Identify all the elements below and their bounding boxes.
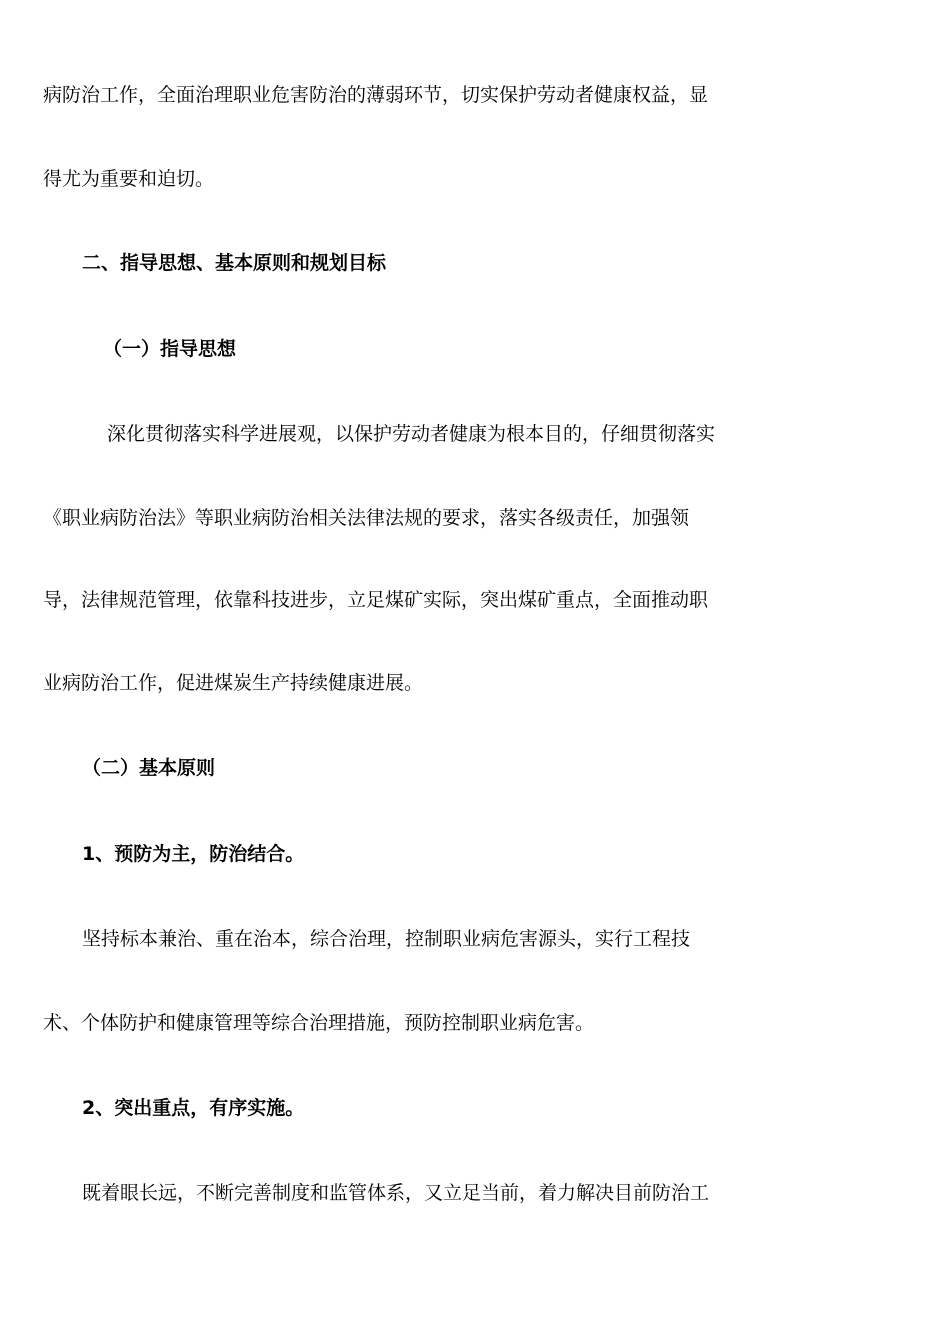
paragraph-line: 既着眼长远，不断完善制度和监管体系，又立足当前，着力解决目前防治工	[82, 1182, 710, 1204]
paragraph-line: 业病防治工作，促进煤炭生产持续健康进展。	[43, 672, 424, 694]
paragraph-line: 导，法律规范管理，依靠科技进步，立足煤矿实际，突出煤矿重点，全面推动职	[43, 589, 709, 611]
paragraph-line: 病防治工作，全面治理职业危害防治的薄弱环节，切实保护劳动者健康权益，显	[43, 84, 709, 106]
subsection-heading: （二）基本原则	[82, 757, 216, 779]
subsection-heading: （一）指导思想	[103, 338, 237, 360]
paragraph-line: 深化贯彻落实科学进展观，以保护劳动者健康为根本目的，仔细贯彻落实	[107, 423, 716, 445]
section-heading: 二、指导思想、基本原则和规划目标	[82, 252, 387, 274]
paragraph-line: 《职业病防治法》等职业病防治相关法律法规的要求，落实各级责任，加强领	[43, 507, 690, 529]
paragraph-line: 坚持标本兼治、重在治本，综合治理，控制职业病危害源头，实行工程技	[82, 928, 691, 950]
principle-heading: 1、预防为主，防治结合。	[82, 843, 305, 865]
principle-heading: 2、突出重点，有序实施。	[82, 1097, 305, 1119]
paragraph-line: 术、个体防护和健康管理等综合治理措施，预防控制职业病危害。	[43, 1012, 595, 1034]
paragraph-line: 得尤为重要和迫切。	[43, 168, 215, 190]
